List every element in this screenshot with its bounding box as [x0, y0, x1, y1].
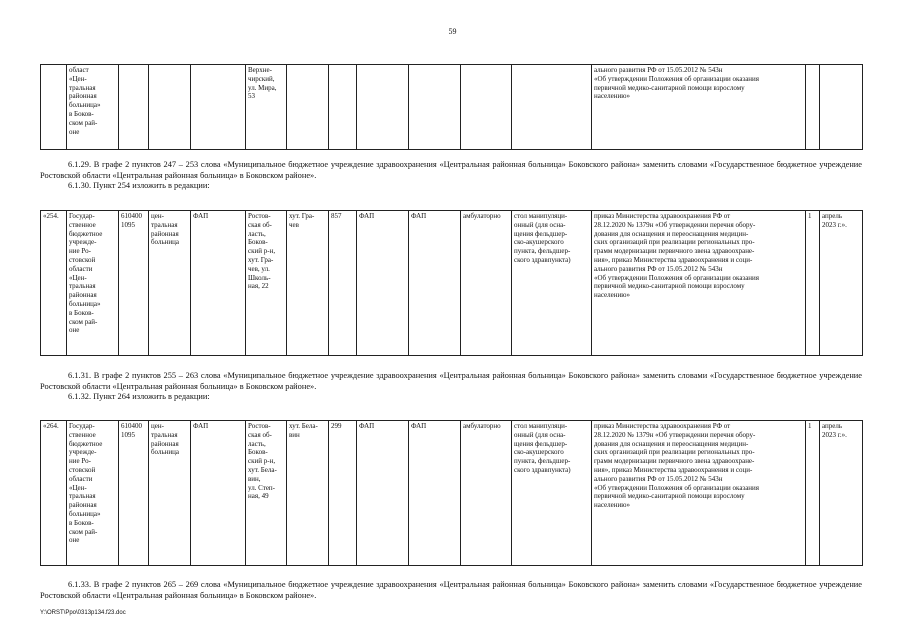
table-cell: 857 — [329, 211, 357, 356]
paragraph: 6.1.30. Пункт 254 изложить в редакции: — [68, 181, 210, 190]
table-cell: 1 — [806, 421, 820, 566]
table-cell — [329, 65, 357, 150]
table-cell — [287, 65, 329, 150]
table-cell — [820, 65, 863, 150]
page-number: 59 — [448, 27, 457, 36]
table-cell: Верхне- чирский, ул. Мира, 53 — [246, 65, 287, 150]
section-6-1-33 — [40, 580, 862, 601]
paragraph: 6.1.31. В графе 2 пунктов 255 – 263 слова «Муниципальное бюджетное учреждение здравоохранения «Центральная районная больница» Боковского района» заменить словами «Государственное бюджетное учреждение Ростовской области «Центральная районная больница» в Боковском районе». — [40, 371, 862, 391]
table-cell: стол манипуляци- онный (для осна- щения фельдшер- ско-акушерского пункта, фельдшер- ского здравпункта) — [512, 211, 592, 356]
table-cell: 299 — [329, 421, 357, 566]
table-cell: Государ- ственное бюджетное учрежде- ние Ро- стовской области «Цен- тральная районная больница» в Боков- ском рай- оне — [67, 421, 119, 566]
table-cell: ФАП — [357, 421, 409, 566]
table-cell — [191, 65, 246, 150]
table-cell: приказ Министерства здравоохранения РФ от 28.12.2020 № 1379н «Об утверждении перечня обору- дования для оснащения и переоснащения медицин- ских организаций при реализации региональных про- грамм модернизации первичного звена здравоохране- ния», приказ Министерства здравоохранения и соци- ального развития РФ от 15.05.2012 № 543н «Об утверждении Положения об организации оказания первичной медико-санитарной помощи взрослому населению» — [592, 421, 806, 566]
table-cell: 610400 1095 — [119, 421, 149, 566]
table-cell: 610400 1095 — [119, 211, 149, 356]
table-cell: цен- тральная районная больница — [149, 211, 191, 356]
table-item-264 — [40, 420, 863, 566]
table-item-254 — [40, 210, 863, 356]
table-cell — [461, 65, 512, 150]
table-cell — [119, 65, 149, 150]
table-cell: хут. Гра- чев — [287, 211, 329, 356]
table-cell: «254. — [41, 211, 67, 356]
table-cell: хут. Бела- вин — [287, 421, 329, 566]
table-cell: Ростов- ская об- ласть, Боков- ский р-н, хут. Бела- вин, ул. Степ- ная, 49 — [246, 421, 287, 566]
table-cell: амбулаторно — [461, 421, 512, 566]
table-continuation — [40, 64, 863, 150]
table-cell: цен- тральная районная больница — [149, 421, 191, 566]
table-cell — [149, 65, 191, 150]
table-cell: «264. — [41, 421, 67, 566]
table-cell: ФАП — [409, 421, 461, 566]
section-6-1-29 — [40, 160, 862, 192]
table-cell: област «Цен- тральная районная больница» в Боков- ском рай- оне — [67, 65, 119, 150]
table-cell: стол манипуляци- онный (для осна- щения фельдшер- ско-акушерского пункта, фельдшер- ского здравпункта) — [512, 421, 592, 566]
table-cell: ФАП — [191, 421, 246, 566]
table-cell: ального развития РФ от 15.05.2012 № 543н «Об утверждении Положения об организации оказания первичной медико-санитарной помощи взрослому населению» — [592, 65, 806, 150]
paragraph: 6.1.32. Пункт 264 изложить в редакции: — [68, 392, 210, 401]
paragraph: 6.1.33. В графе 2 пунктов 265 – 269 слова «Муниципальное бюджетное учреждение здравоохранения «Центральная районная больница» Боковского района» заменить словами «Государственное бюджетное учреждение Ростовской области «Центральная районная больница» в Боковском районе». — [40, 580, 862, 600]
table-cell: ФАП — [191, 211, 246, 356]
paragraph: 6.1.29. В графе 2 пунктов 247 – 253 слова «Муниципальное бюджетное учреждение здравоохранения «Центральная районная больница» Боковского района» заменить словами «Государственное бюджетное учреждение Ростовской области «Центральная районная больница» в Боковском районе». — [40, 160, 862, 180]
table-cell — [512, 65, 592, 150]
table-cell: ФАП — [357, 211, 409, 356]
table-cell — [409, 65, 461, 150]
table-cell: Ростов- ская об- ласть, Боков- ский р-н, хут. Гра- чев, ул. Школь- ная, 22 — [246, 211, 287, 356]
table-cell: ФАП — [409, 211, 461, 356]
table-cell: амбулаторно — [461, 211, 512, 356]
table-cell: 1 — [806, 211, 820, 356]
section-6-1-31 — [40, 371, 862, 403]
table-cell — [357, 65, 409, 150]
table-cell: апрель 2023 г.». — [820, 211, 863, 356]
table-cell: апрель 2023 г.». — [820, 421, 863, 566]
table-cell — [806, 65, 820, 150]
footer-file-path: Y:\ORST\Ppo\0313p134.f23.doc — [40, 610, 126, 616]
table-cell: Государ- ственное бюджетное учрежде- ние Ро- стовской области «Цен- тральная районная больница» в Боков- ском рай- оне — [67, 211, 119, 356]
table-cell: приказ Министерства здравоохранения РФ от 28.12.2020 № 1379н «Об утверждении перечня обору- дования для оснащения и переоснащения медицин- ских организаций при реализации региональных про- грамм модернизации первичного звена здравоохране- ния», приказ Министерства здравоохранения и соци- ального развития РФ от 15.05.2012 № 543н «Об утверждении Положения об организации оказания первичной медико-санитарной помощи взрослому населению» — [592, 211, 806, 356]
table-cell — [41, 65, 67, 150]
